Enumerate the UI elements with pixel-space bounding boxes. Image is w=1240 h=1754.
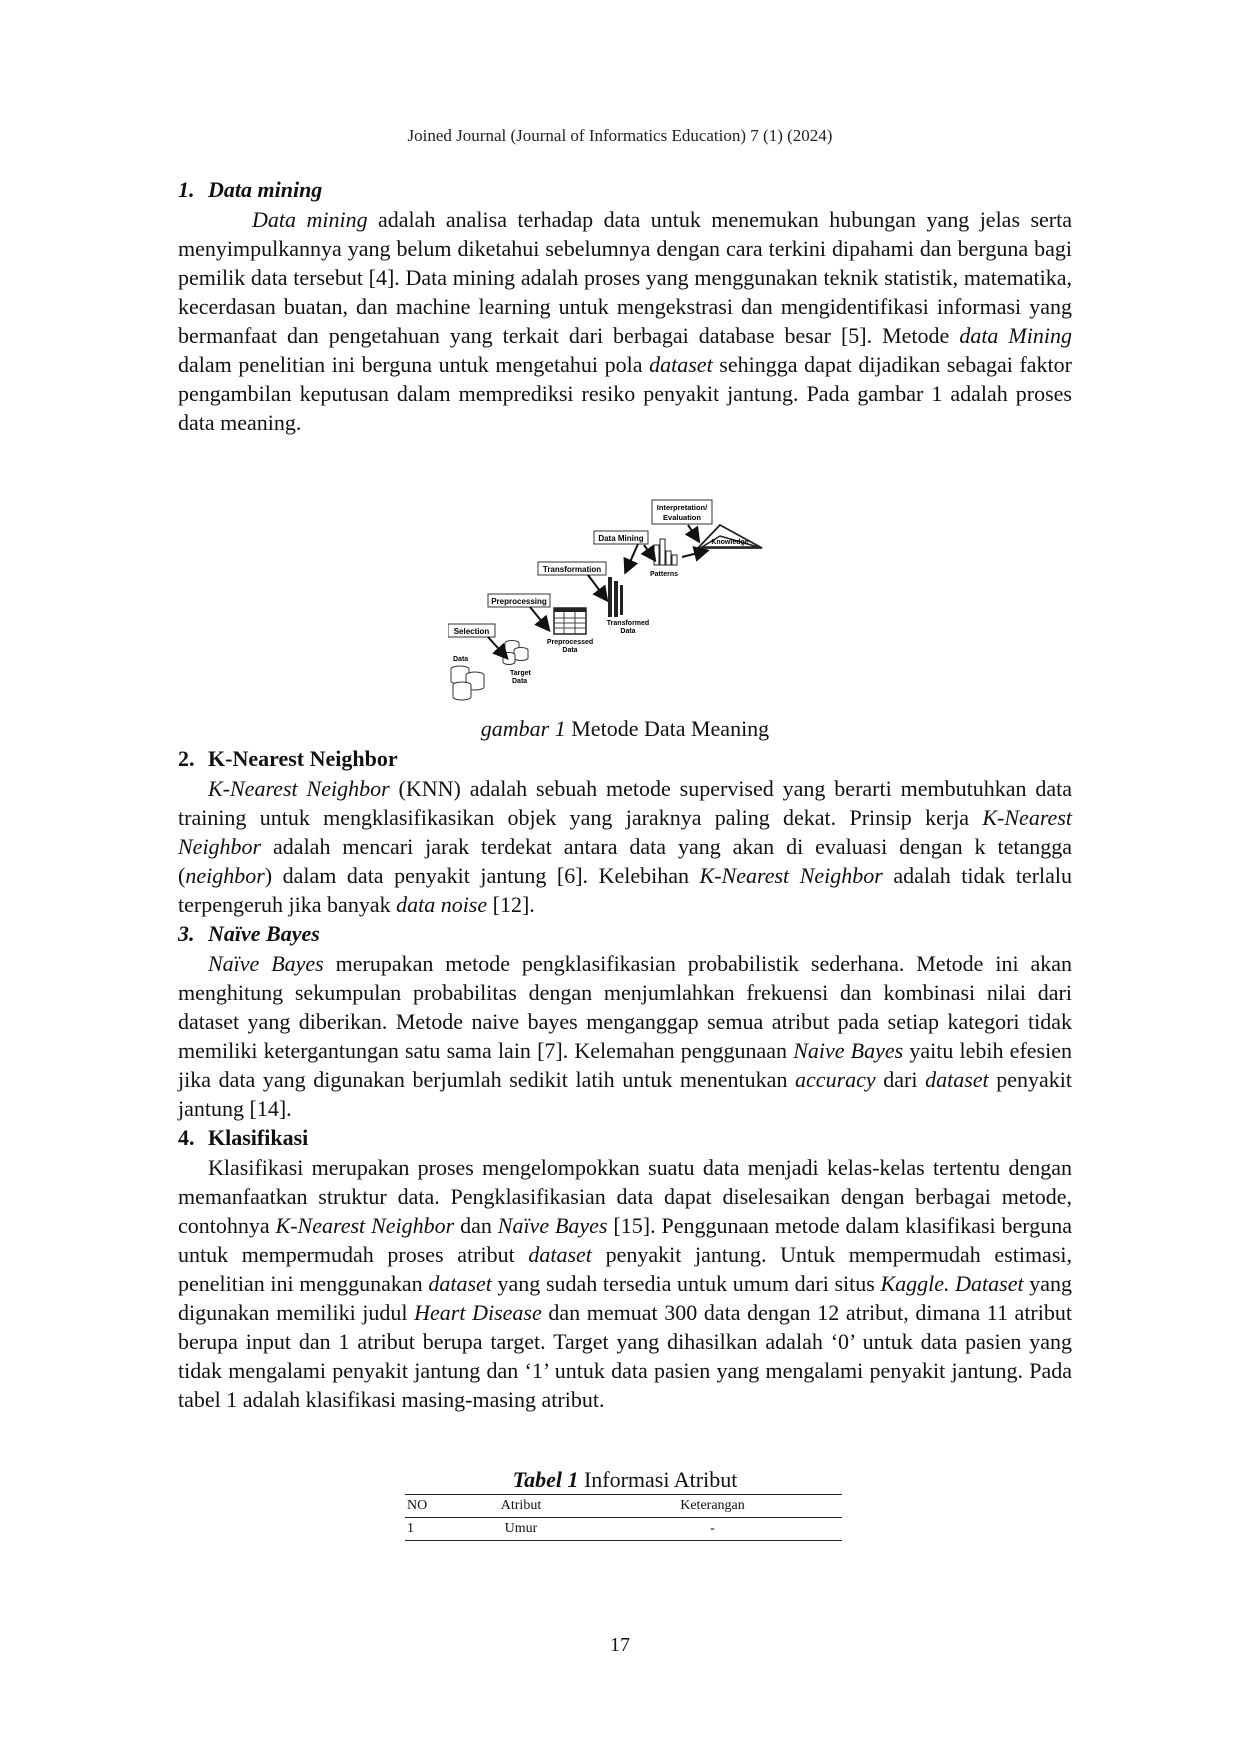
text-run: dataset bbox=[649, 352, 713, 377]
section-heading-1: 1. Data mining bbox=[178, 177, 323, 202]
svg-text:Interpretation/: Interpretation/ bbox=[656, 503, 708, 512]
svg-text:Data Mining: Data Mining bbox=[598, 534, 644, 543]
attribute-table bbox=[405, 1494, 842, 1541]
text-run: Data mining bbox=[252, 207, 368, 232]
text-run: ) dalam data penyakit jantung [6]. Kelebihan bbox=[264, 863, 700, 888]
text-run: Klasifikasi merupakan proses mengelompokkan suatu data menjadi kelas-kelas tertentu dengan memanfaatkan struktur data. Pengklasifikasian data dapat diselesaikan dengan berbagai metode, contohnya bbox=[178, 1155, 1072, 1238]
svg-text:Data: Data bbox=[562, 647, 578, 654]
text-run: (KNN) adalah sebuah metode supervised yang berarti membutuhkan data training untuk mengklasifikasikan objek yang jaraknya paling dekat. Prinsip kerja bbox=[178, 776, 1073, 830]
knowledge-triangle bbox=[698, 525, 762, 548]
svg-text:Patterns: Patterns bbox=[649, 571, 679, 578]
section-heading-2: 2. K-Nearest Neighbor bbox=[178, 746, 398, 771]
text-run: dan bbox=[454, 1213, 498, 1238]
text-run: K-Nearest Neighbor bbox=[178, 805, 1072, 859]
data-cylinders-icon bbox=[451, 666, 484, 700]
table-cell-atribut: Umur bbox=[459, 1518, 583, 1541]
text-run: K-Nearest Neighbor bbox=[208, 776, 390, 801]
table-header-no: NO bbox=[405, 1495, 459, 1518]
svg-text:Transformed: Transformed bbox=[606, 620, 650, 627]
text-run: dalam penelitian ini berguna untuk mengetahui pola bbox=[178, 352, 650, 377]
process-arrows bbox=[488, 525, 706, 657]
data-mining-box bbox=[594, 531, 648, 544]
svg-text:Data: Data bbox=[453, 656, 469, 663]
text-run: [15]. Penggunaan metode dalam klasifikasi berguna untuk mempermudah proses atribut bbox=[178, 1213, 1072, 1267]
svg-text:Evaluation: Evaluation bbox=[663, 513, 701, 522]
selection-box bbox=[448, 624, 495, 637]
text-run: accuracy bbox=[795, 1067, 876, 1092]
text-run: dataset bbox=[925, 1067, 989, 1092]
text-run: penyakit jantung [14]. bbox=[178, 1067, 1072, 1121]
section-2-paragraph bbox=[178, 774, 1072, 919]
table-header-atribut: Atribut bbox=[459, 1495, 583, 1518]
text-run: neighbor bbox=[185, 863, 265, 888]
svg-text:Data: Data bbox=[512, 678, 528, 685]
text-run: sehingga dapat dijadikan sebagai faktor pengambilan keputusan dalam memprediksi resiko penyakit jantung. Pada gambar 1 adalah proses data meaning. bbox=[178, 352, 1072, 435]
svg-text:Preprocessed: Preprocessed bbox=[546, 639, 594, 646]
text-run: Naïve Bayes bbox=[208, 951, 324, 976]
text-run: [12]. bbox=[487, 892, 535, 917]
text-run: dan memuat 300 data dengan 12 atribut, dimana 11 atribut berupa input dan 1 atribut berupa target. Target yang dihasilkan adalah ‘0’ untuk data pasien yang tidak mengalami penyakit jantung dan ‘1’ untuk data pasien yang mengalami penyakit jantung. Pada tabel 1 adalah klasifikasi masing-masing atribut. bbox=[178, 1300, 1072, 1412]
text-run: Naïve Bayes bbox=[497, 1213, 608, 1238]
svg-text:Data: Data bbox=[620, 628, 636, 635]
main-content bbox=[178, 175, 1072, 1541]
table-cell-no: 1 bbox=[405, 1518, 459, 1541]
section-heading-4: 4. Klasifikasi bbox=[178, 1125, 309, 1150]
text-run: adalah mencari jarak terdekat antara data yang akan di evaluasi dengan k tetangga ( bbox=[178, 834, 1072, 888]
target-data-icon bbox=[503, 641, 528, 665]
text-run: data noise bbox=[396, 892, 488, 917]
text-run: Heart Disease bbox=[414, 1300, 542, 1325]
text-run: yang digunakan memiliki judul bbox=[178, 1271, 1073, 1325]
text-run: adalah analisa terhadap data untuk menemukan hubungan yang jelas serta menyimpulkannya yang belum diketahui sebelumnya dengan cara terkini dipahami dan berguna bagi pemilik data tersebut [4]. Data mining adalah proses yang menggunakan teknik statistik, matematika, kecerdasan buatan, dan machine learning untuk mengekstrasi dan mengidentifikasi informasi yang bermanfaat dan pengetahuan yang terkait dari berbagai database besar [5]. Metode bbox=[178, 207, 1072, 348]
table-caption: Tabel 1 Informasi Atribut bbox=[512, 1467, 738, 1492]
svg-text:Selection: Selection bbox=[453, 627, 490, 636]
svg-text:Target: Target bbox=[510, 670, 531, 677]
figure-caption: gambar 1 Metode Data Meaning bbox=[480, 716, 770, 741]
text-run: K-Nearest Neighbor bbox=[275, 1213, 455, 1238]
section-4-paragraph bbox=[178, 1153, 1072, 1414]
section-3-paragraph bbox=[178, 949, 1072, 1123]
text-run: data Mining bbox=[959, 323, 1072, 348]
transformation-box bbox=[538, 562, 606, 575]
section-heading-3: 3. Naïve Bayes bbox=[178, 921, 320, 946]
text-run: penyakit jantung. Untuk mempermudah estimasi, penelitian ini menggunakan bbox=[178, 1242, 1072, 1296]
text-run: dataset bbox=[528, 1242, 592, 1267]
svg-text:Transformation: Transformation bbox=[542, 565, 602, 574]
kdd-process-figure bbox=[448, 495, 808, 705]
text-run: K-Nearest Neighbor bbox=[699, 863, 883, 888]
text-run: merupakan metode pengklasifikasian probabilistik sederhana. Metode ini akan menghitung sekumpulan probabilitas dengan menjumlahkan frekuensi dan kombinasi nilai dari dataset yang diberikan. Metode naive bayes menganggap semua atribut pada setiap kategori tidak memiliki ketergantungan satu sama lain [7]. Kelemahan penggunaan bbox=[178, 951, 1072, 1063]
running-header: Joined Journal (Journal of Informatics Education) 7 (1) (2024) bbox=[407, 126, 833, 145]
table-cell-keterangan: - bbox=[583, 1518, 842, 1541]
transformed-data-icon bbox=[608, 577, 623, 617]
interpretation-box bbox=[652, 500, 712, 524]
text-run: Naive Bayes bbox=[793, 1038, 904, 1063]
table-row bbox=[405, 1518, 842, 1541]
text-run: yang sudah tersedia untuk umum dari situs bbox=[491, 1271, 881, 1296]
text-run: yaitu lebih efesien jika data yang digunakan berjumlah sedikit latih untuk menentukan bbox=[178, 1038, 1072, 1092]
page-number: 17 bbox=[610, 1634, 630, 1656]
svg-text:Knowledge: Knowledge bbox=[711, 539, 749, 546]
text-run: adalah tidak terlalu terpengeruh jika banyak bbox=[178, 863, 1073, 917]
table-header-row bbox=[405, 1495, 842, 1518]
preprocessed-data-icon bbox=[554, 608, 586, 634]
table-header-keterangan: Keterangan bbox=[583, 1495, 842, 1518]
patterns-icon bbox=[654, 539, 677, 565]
section-1-paragraph bbox=[178, 205, 1072, 437]
text-run: dari bbox=[875, 1067, 926, 1092]
kdd-diagram bbox=[448, 495, 808, 705]
svg-text:Preprocessing: Preprocessing bbox=[491, 597, 547, 606]
text-run: Kaggle. Dataset bbox=[880, 1271, 1024, 1296]
text-run: dataset bbox=[428, 1271, 492, 1296]
preprocessing-box bbox=[488, 594, 550, 607]
